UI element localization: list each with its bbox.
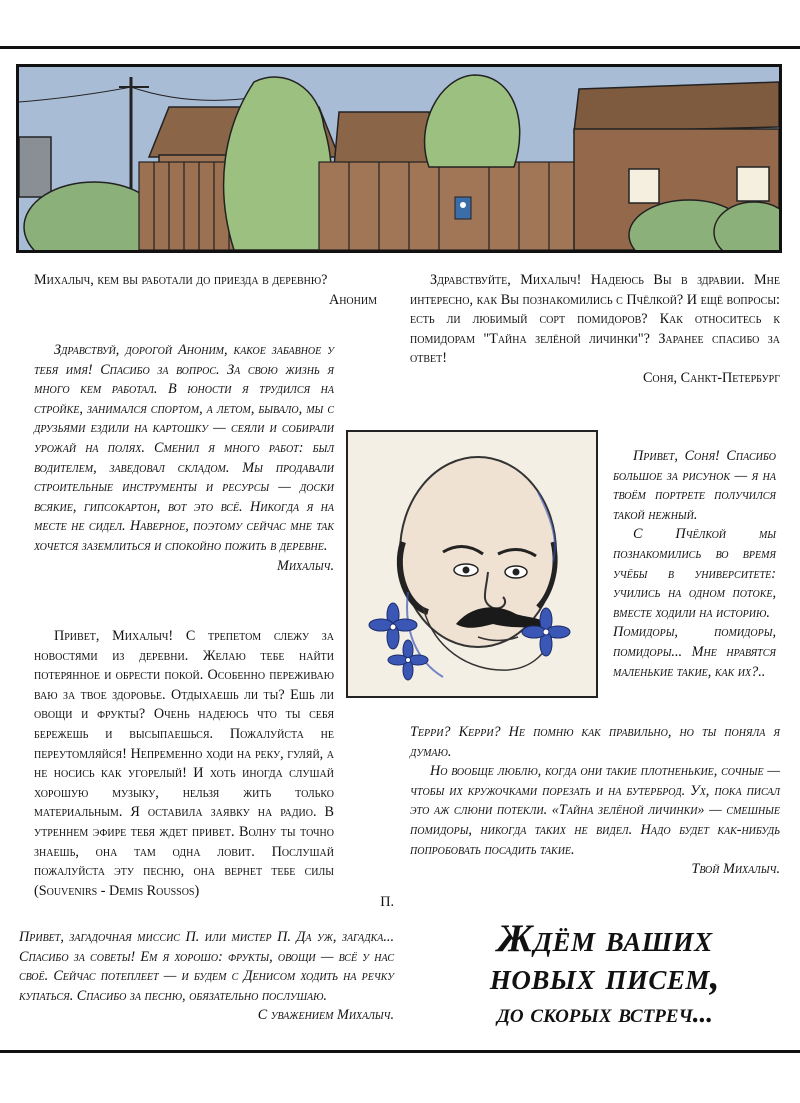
- letter-3-answer-p3: Помидоры, помидоры, помидоры... Мне нравятся маленькие такие, как их?..: [613, 624, 776, 680]
- letter-3-author: Соня, Санкт-Петербург: [642, 369, 780, 386]
- letter-3-answer-p2: С Пчёлкой мы познакомились во время учёбы в университете: учились на одном потоке, вместе ходили на историю.: [613, 526, 776, 621]
- letter-3-question-block: [410, 271, 780, 389]
- letter-1-answer-block: [34, 341, 334, 576]
- closing-headline: [440, 917, 770, 1030]
- portrait-drawing: [346, 430, 598, 698]
- letter-2-signature: С уважением Михалыч.: [257, 1007, 394, 1024]
- letter-2-question: Привет, Михалыч! С трепетом слежу за новостями из деревни. Желаю тебе найти потерянное и обрести покой. Особенно переживаю ваю за твое здоровье. Отдыхаешь ли ты? Ешь ли овощи и фрукты? Очень надеюсь что ты себя бережешь и высыпаешься. Пожалуйста не переутомляйся! Непременно ходи на реку, гуляй, а не носись как угорелый! И хоть иногда слушай хорошую музыку, нельзя жить только материальным. Я оставила заявку на радио. В утреннем эфире тебя ждет привет. Волну ты точно знаешь, она там одна ловит. Послушай пожалуйста эту песню, она вернет тебе силы (Souvenirs - Demis Roussos): [34, 628, 334, 899]
- letter-2-question-block: [34, 627, 334, 901]
- letter-1-signature: Михалыч.: [277, 557, 334, 574]
- letter-3-answer-bottom: [410, 723, 780, 880]
- village-banner-illustration: [16, 64, 782, 253]
- top-rule: [0, 46, 800, 49]
- letter-3-signature: Твой Михалыч.: [691, 861, 780, 878]
- letter-1-answer: Здравствуй, дорогой Аноним, какое забавное у тебя имя! Спасибо за вопрос. За свою жизнь я много кем работал. В юности я трудился на стройке, занимался спортом, а летом, бывало, мы с друзьями ездили на картошку — сеяли и собирали урожай на полях. Сменил я много работ: был водителем, заведовал складом. Мы продавали строительные инструменты и ресурсы — доски всякие, гипсокартон, вот это всё. Никогда я на месте не сидел. Наверное, поэтому сейчас мне так хочется заземлиться и спокойно пожить в деревне.: [34, 342, 334, 554]
- letter-3-answer-side: [613, 447, 776, 682]
- letter-3-answer-p4: Терри? Керри? Не помню как правильно, но ты поняла я думаю.: [410, 724, 780, 760]
- letter-1-question-block: [34, 271, 377, 310]
- letter-2-answer: Привет, загадочная миссис П. или мистер П. Да уж, загадка... Спасибо за советы! Ем я хорошо: фрукты, овощи — всё у нас своё. Сейчас потеплеет — и будем с Денисом ходить на речку купаться. Спасибо за песню, обязательно послушаю.: [19, 929, 394, 1004]
- letter-2-author: П.: [380, 894, 394, 910]
- closing-line-3: до скорых встреч...: [496, 998, 714, 1028]
- letter-3-answer-p5: Но вообще люблю, когда они такие плотненькие, сочные — чтобы их кружочками порезать и на бутерброд. Ух, пока писал это аж слюни потекли. «Тайна зелёной личинки» — смешные помидоры, никогда таких не видел. Надо будет как-нибудь попробовать посадить такие.: [410, 763, 780, 858]
- letter-3-question: Здравствуйте, Михалыч! Надеюсь Вы в здравии. Мне интересно, как Вы познакомились с Пчёлкой? И ещё вопросы: есть ли любимый сорт помидоров? Как относитесь к помидорам "Тайна зелёной личинки"? Заранее спасибо за ответ!: [410, 272, 780, 367]
- letter-3-answer-p1: Привет, Соня! Спасибо большое за рисунок — я на твоём портрете получился такой нежный.: [613, 448, 776, 523]
- letter-1-author: Аноним: [328, 291, 377, 308]
- letter-2-answer-block: [19, 928, 394, 1026]
- letter-2-author-block: [34, 893, 394, 913]
- bottom-rule: [0, 1050, 800, 1053]
- closing-line-1: Ждём ваших: [497, 917, 713, 960]
- closing-line-2: новых писем,: [489, 955, 721, 998]
- letter-1-question: Михалыч, кем вы работали до приезда в деревню?: [34, 272, 328, 288]
